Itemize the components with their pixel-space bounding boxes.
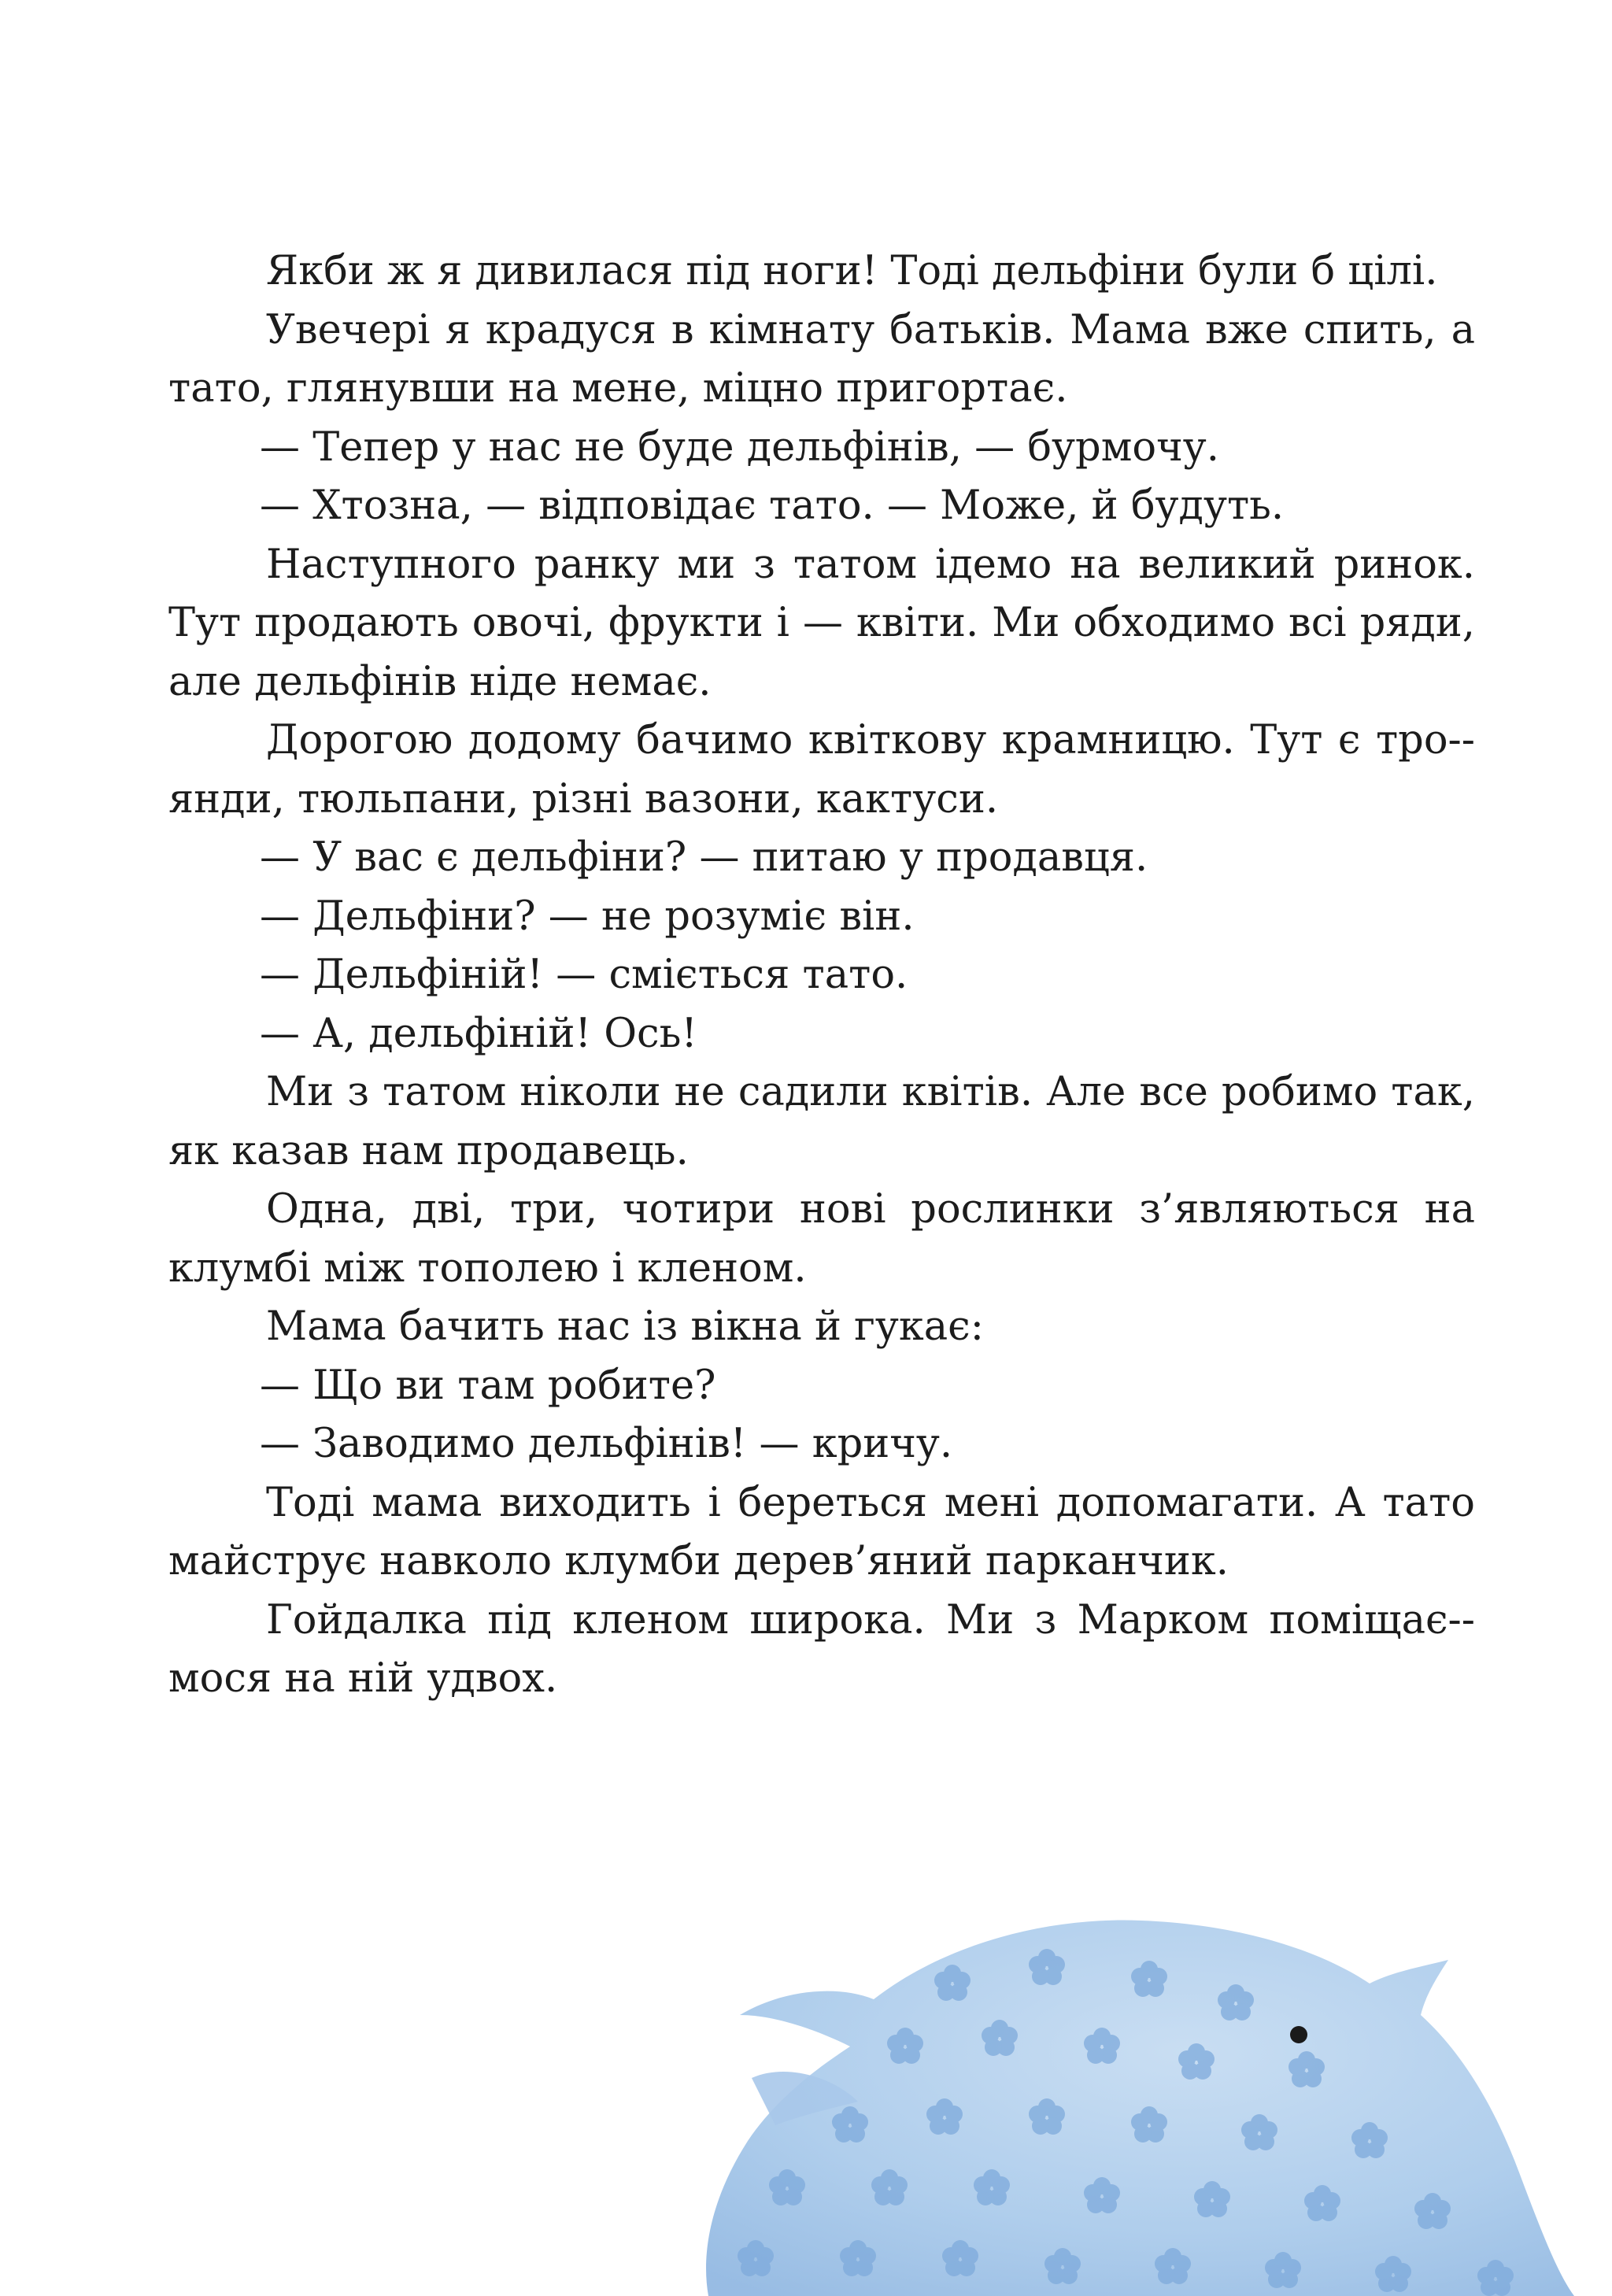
paragraph: Одна, дві, три, чотири нові рослинки з’являються на клумбі між тополею і кленом. [168,1186,1475,1292]
story-text [168,242,1475,1709]
paragraph: — Тепер у нас не буде дельфінів, — бурмочу. [260,423,1220,471]
paragraph: Мама бачить нас із вікна й гукає: [266,1303,984,1350]
paragraph: — Що ви там робите? [260,1362,716,1409]
paragraph: — Хтозна, — відповідає тато. — Може, й будуть. [260,482,1285,529]
paragraph: — У вас є дельфіни? — питаю у продавця. [260,834,1148,881]
paragraph: Якби ж я дивилася під ноги! Тоді дельфіни були б цілі. [266,248,1438,294]
dolphin-eye [1290,2026,1307,2043]
paragraph: Наступного ранку ми з татом ідемо на великий ринок. Тут продають овочі, фрукти і — квіти. Ми обходимо всі ряди, але дельфінів ніде немає. [168,541,1475,705]
flower-pattern [738,1949,1514,2296]
paragraph: Увечері я крадуся в кімнату батьків. Мама вже спить, а тато, глянувши на мене, міцно пригортає. [168,306,1475,412]
paragraph: Ми з татом ніколи не садили квітів. Але все робимо так, як казав нам продавець. [168,1069,1475,1174]
paragraph: Дорогою додому бачимо квіткову крамницю. Тут є тро-янди, тюльпани, різні вазони, кактуси. [168,717,1475,823]
paragraph: — Дельфіни? — не розуміє він. [260,893,915,940]
paragraph: — Дельфіній! — сміється тато. [260,952,908,998]
paragraph: Гойдалка під кленом широка. Ми з Марком поміщає-мося на ній удвох. [168,1596,1475,1702]
paragraph: — Заводимо дельфінів! — кричу. [260,1421,953,1467]
dolphin-fin [752,2072,858,2125]
paragraph: — А, дельфіній! Ось! [260,1010,697,1057]
paragraph: Тоді мама виходить і береться мені допомагати. А тато майструє навколо клумби дерев’яний парканчик. [168,1479,1475,1584]
dolphin-body [706,1921,1574,2296]
